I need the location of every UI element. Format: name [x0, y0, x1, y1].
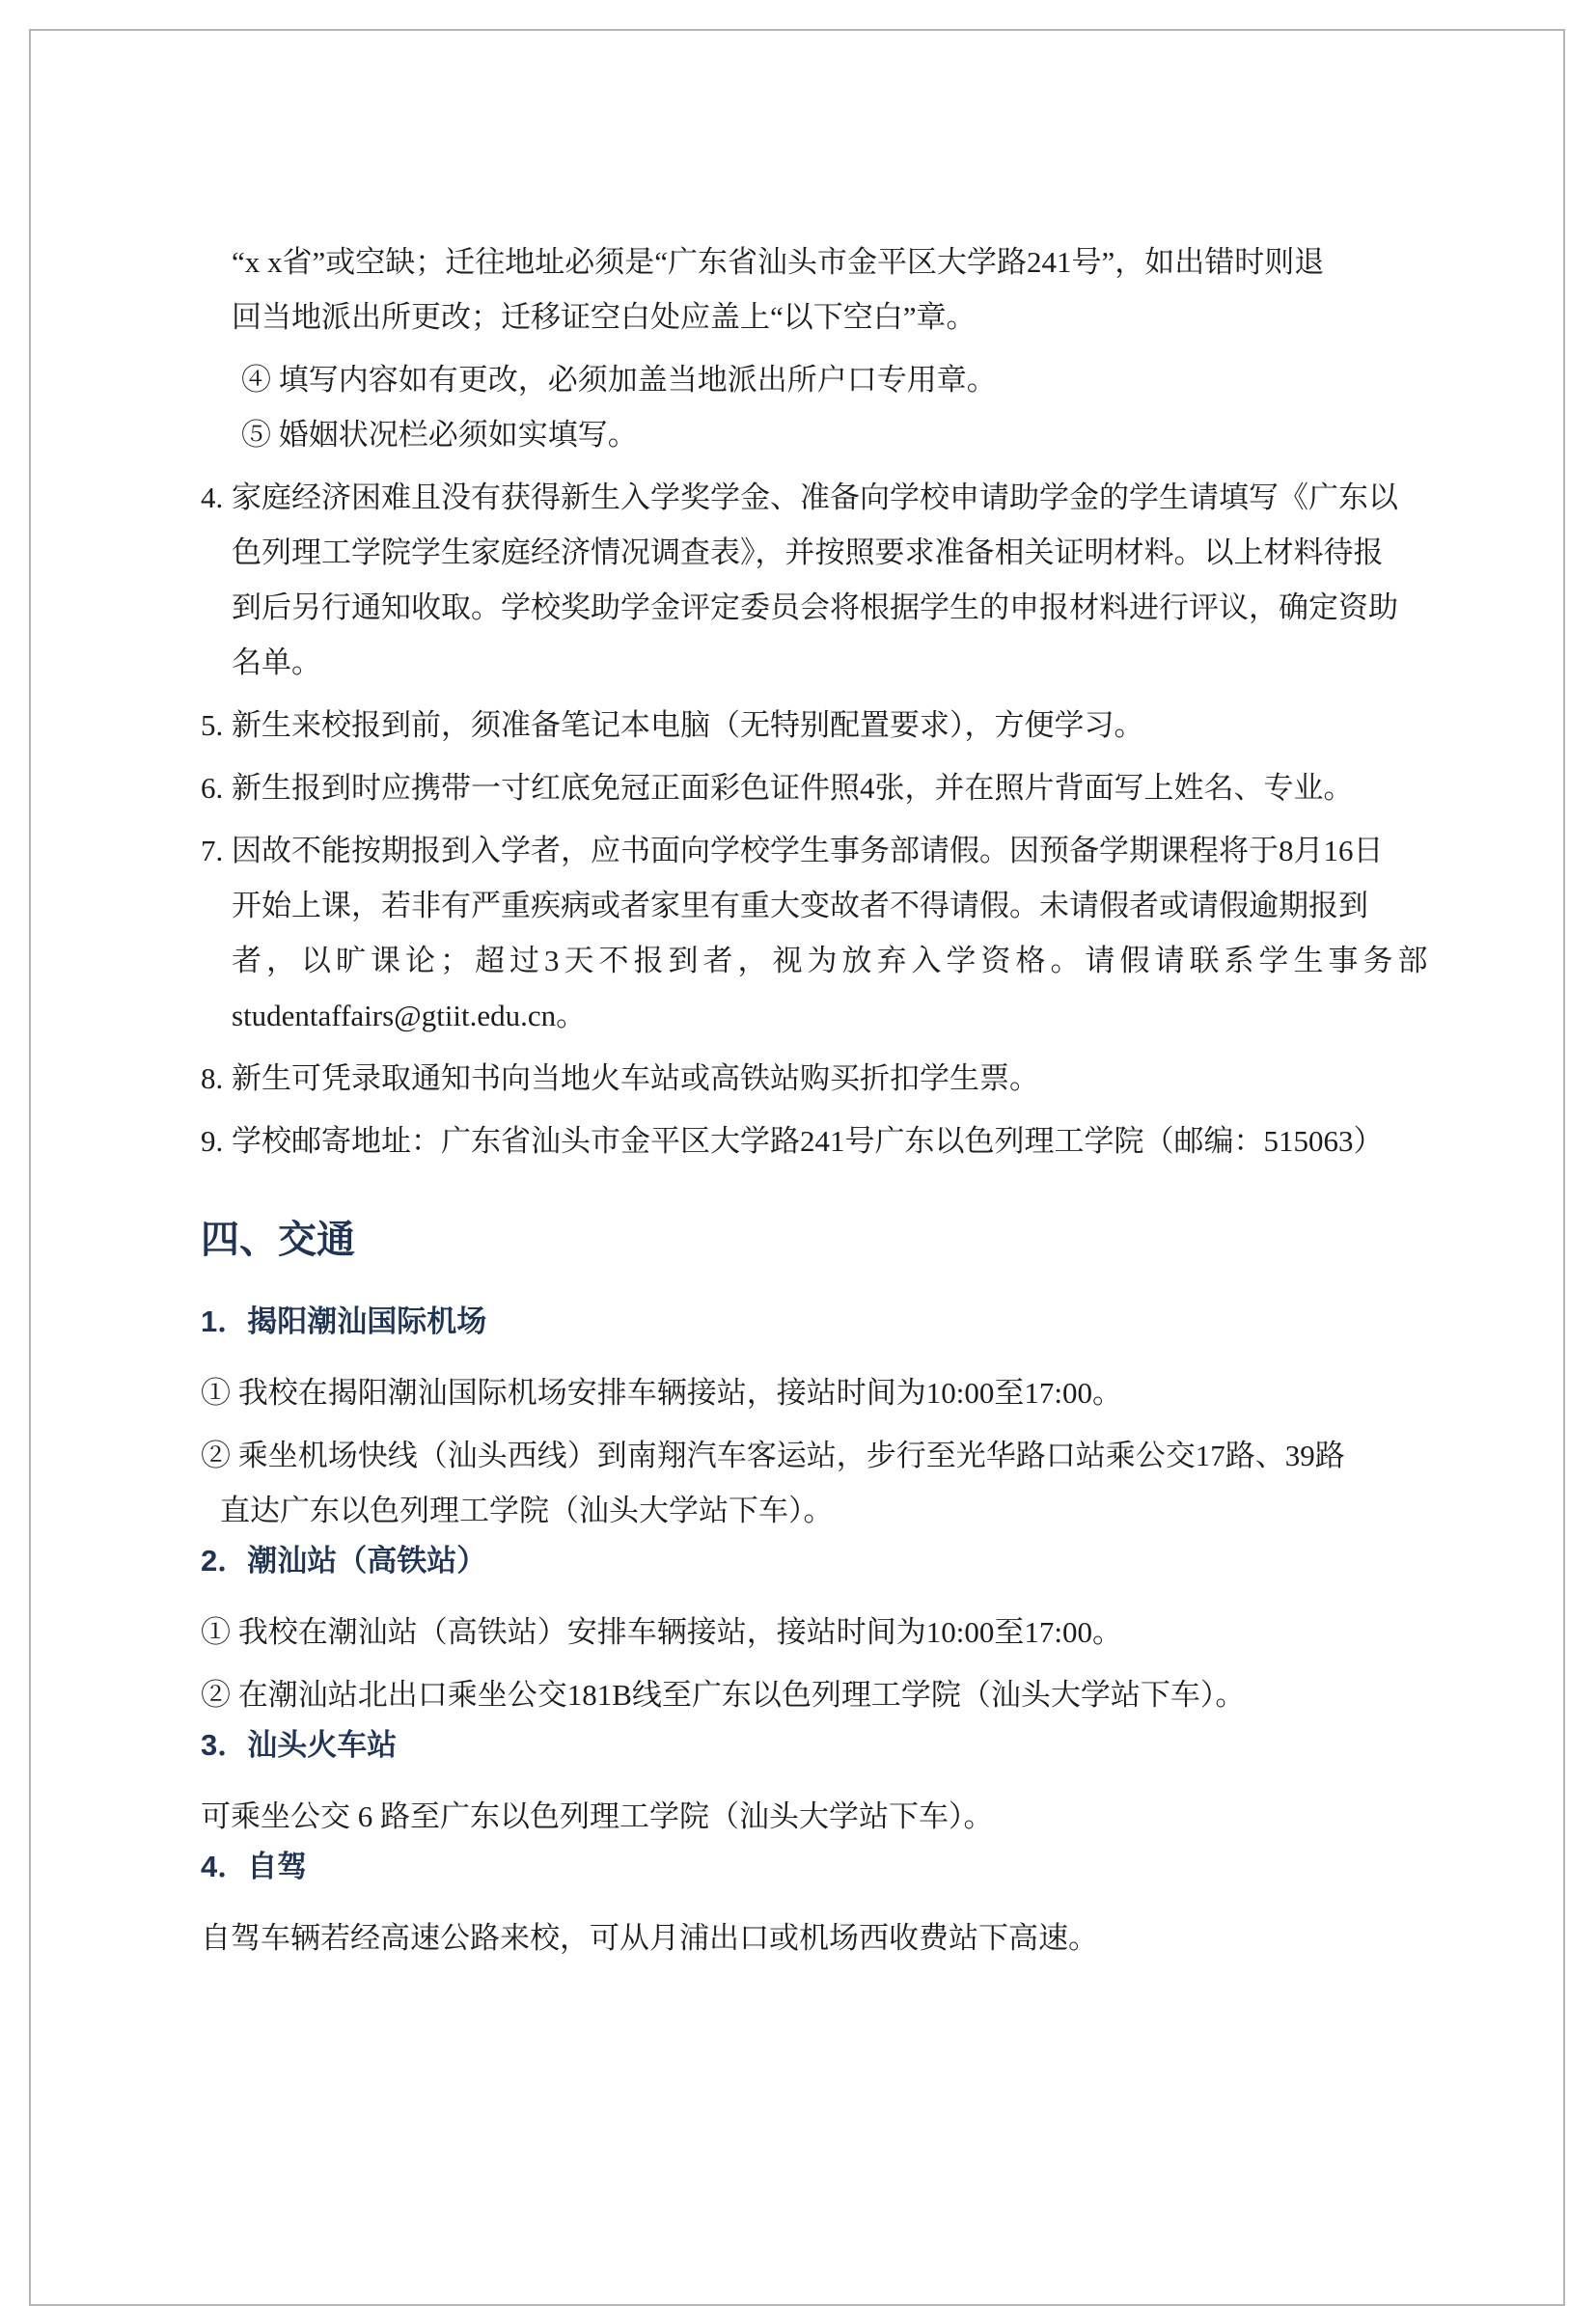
list-item-line: 新生报到时应携带一寸红底免冠正面彩色证件照4张，并在照片背面写上姓名、专业。 — [232, 771, 1354, 805]
continuation-line: 回当地派出所更改；迁移证空白处应盖上“以下空白”章。 — [232, 300, 977, 334]
list-item-number: 6. — [201, 771, 224, 805]
list-item-number: 9. — [201, 1124, 224, 1158]
subsection-item — [201, 1428, 1465, 1538]
subsection-line: ② 乘坐机场快线（汕头西线）到南翔汽车客运站，步行至光华路口站乘公交17路、39路 — [201, 1439, 1345, 1472]
subsection-line: ① 我校在揭阳潮汕国际机场安排车辆接站，接站时间为10:00至17:00。 — [201, 1376, 1122, 1410]
list-item-line: 家庭经济困难且没有获得新生入学奖学金、准备向学校申请助学金的学生请填写《广东以 — [232, 480, 1398, 514]
list-item — [201, 470, 1465, 690]
list-item-line: 学校邮寄地址：广东省汕头市金平区大学路241号广东以色列理工学院（邮编：515063） — [232, 1124, 1384, 1158]
subsection-airport — [201, 1303, 1465, 1538]
list-item-body — [232, 1051, 1039, 1106]
list-item-line: 到后另行通知收取。学校奖助学金评定委员会将根据学生的申报材料进行评议，确定资助 — [232, 590, 1398, 624]
list-item-line-email: studentaffairs@gtiit.edu.cn。 — [232, 999, 587, 1032]
subsection-title: 2．潮汕站（高铁站） — [201, 1544, 487, 1578]
subsection-line: ① 我校在潮汕站（高铁站）安排车辆接站，接站时间为10:00至17:00。 — [201, 1615, 1122, 1649]
section-heading: 四、交通 — [201, 1219, 355, 1261]
list-item-body — [232, 698, 1144, 753]
document-content — [201, 234, 1465, 1965]
subsection-shantou-railway — [201, 1726, 1465, 1844]
list-item-number: 4. — [201, 480, 224, 514]
subsection-title: 4．自驾 — [201, 1850, 308, 1883]
list-item-line: 名单。 — [232, 645, 321, 679]
list-item-body — [232, 760, 1354, 815]
list-item-line: 新生来校报到前，须准备笔记本电脑（无特别配置要求），方便学习。 — [232, 708, 1144, 742]
list-item — [201, 1113, 1465, 1168]
subsection-title: 3．汕头火车站 — [201, 1728, 398, 1762]
sub-note-line: ⑤ 婚姻状况栏必须如实填写。 — [241, 418, 638, 452]
continuation-paragraph — [232, 234, 1465, 344]
transport-section — [201, 1218, 1465, 1965]
subsection-line: 自驾车辆若经高速公路来校，可从月浦出口或机场西收费站下高速。 — [201, 1921, 1098, 1955]
list-item-body — [232, 1113, 1384, 1168]
subsection-line: ② 在潮汕站北出口乘坐公交181B线至广东以色列理工学院（汕头大学站下车）。 — [201, 1678, 1246, 1712]
list-item-body — [232, 470, 1398, 690]
list-item-line: 者，以旷课论；超过3天不报到者，视为放弃入学资格。请假请联系学生事务部 — [232, 944, 1433, 977]
list-item-body — [232, 823, 1433, 1043]
list-item — [201, 760, 1465, 815]
list-item-line: 新生可凭录取通知书向当地火车站或高铁站购买折扣学生票。 — [232, 1061, 1039, 1095]
list-item-number: 8. — [201, 1061, 224, 1095]
list-item — [201, 823, 1465, 1043]
list-item — [201, 1051, 1465, 1106]
list-item-line: 因故不能按期报到入学者，应书面向学校学生事务部请假。因预备学期课程将于8月16日 — [232, 834, 1384, 867]
subsection-title: 1．揭阳潮汕国际机场 — [201, 1304, 487, 1338]
subsection-line: 可乘坐公交 6 路至广东以色列理工学院（汕头大学站下车）。 — [201, 1799, 994, 1833]
sub-note-line: ④ 填写内容如有更改，必须加盖当地派出所户口专用章。 — [241, 363, 997, 397]
subsection-continuation-line: 直达广东以色列理工学院（汕头大学站下车）。 — [220, 1494, 834, 1527]
list-item-line: 开始上课，若非有严重疾病或者家里有重大变故者不得请假。未请假者或请假逾期报到 — [232, 889, 1368, 922]
list-item-line: 色列理工学院学生家庭经济情况调查表》，并按照要求准备相关证明材料。以上材料待报 — [232, 535, 1384, 569]
list-item-number: 7. — [201, 834, 224, 867]
list-item-number: 5. — [201, 708, 224, 742]
subsection-self-drive — [201, 1848, 1465, 1965]
sub-notes — [241, 352, 1465, 462]
numbered-list — [201, 470, 1465, 1168]
subsection-chaoshan-station — [201, 1542, 1465, 1722]
list-item — [201, 698, 1465, 753]
continuation-line: “x x省”或空缺；迁往地址必须是“广东省汕头市金平区大学路241号”，如出错时则退 — [232, 245, 1325, 279]
